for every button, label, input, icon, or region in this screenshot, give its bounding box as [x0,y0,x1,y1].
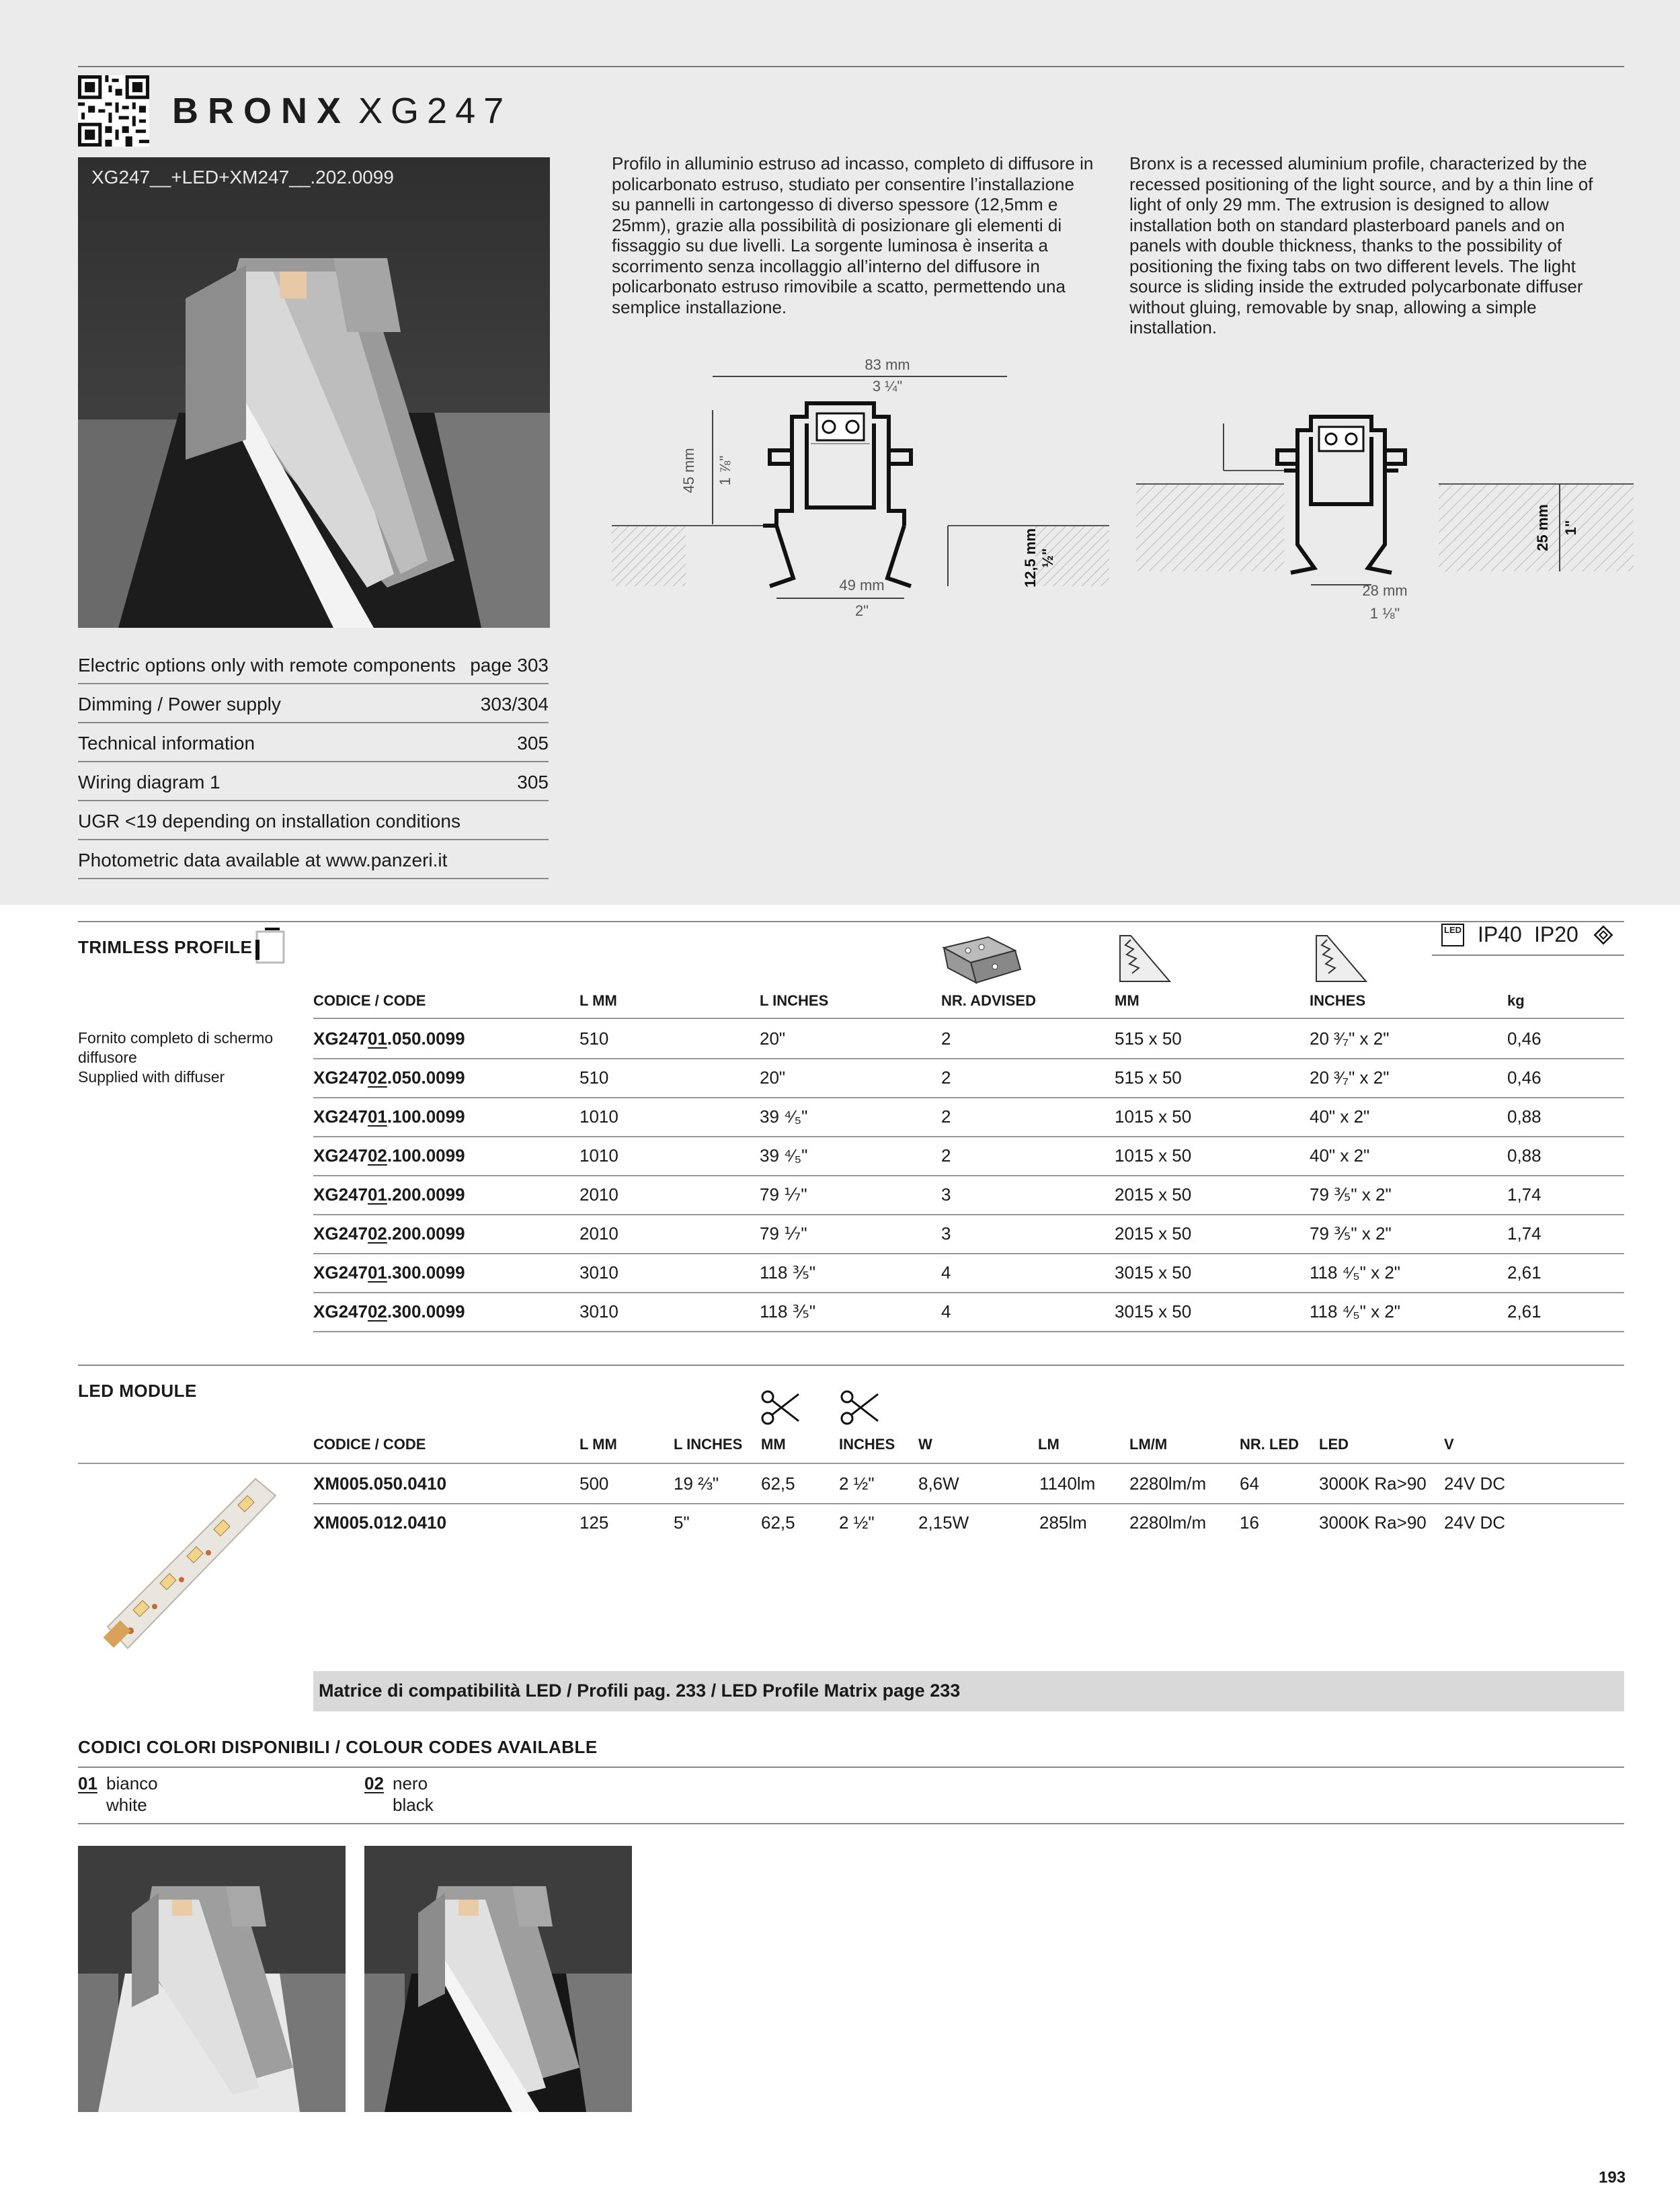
code-colour: 01 [367,1184,387,1205]
col-l-inches: L INCHES [760,992,829,1009]
col-code: CODICE / CODE [313,992,426,1009]
dim-panel-mm: 12,5 mm [1022,528,1039,588]
row-rule [313,1058,1624,1059]
cell-lm: 1140lm [1039,1473,1096,1494]
code-suffix: .200.0099 [387,1223,465,1244]
cutout-mm-icon [1111,933,1174,984]
dim-panel-in: ½" [1039,548,1056,568]
profile-section-title: TRIMLESS PROFILE [78,937,253,957]
led-col-lm: LM [1038,1436,1059,1453]
cell-mm: 1015 x 50 [1115,1145,1192,1166]
description-english: Bronx is a recessed aluminium profile, characterized by the recessed positioning of the light source, and by a thin line of light of only 29 mm. The extrusion is designed to allow installation both on standard plasterboard panels and on panels with double thickness, thanks to the possibility of positioning the fixing tabs on two different levels. The light source is sliding inside the extruded polycarbonate diffuser without gluing, removable by snap, allowing a simple installation. [1129,153,1593,337]
cell-kg: 0,46 [1507,1028,1542,1049]
cell-code: XM005.050.0410 [313,1473,447,1494]
diamond-safety-icon [1593,925,1613,945]
dim-width-mm: 83 mm [865,356,910,373]
code-prefix: XG247 [313,1262,368,1283]
led-col-led: LED [1319,1436,1349,1453]
code-suffix: .100.0099 [387,1145,465,1166]
cell-l-mm: 2010 [579,1223,618,1244]
code-colour: 02 [367,1145,387,1166]
cell-code [313,1106,465,1127]
info-label: Technical information [78,733,255,754]
white-finish-photo [78,1846,346,2112]
cutout-inches-icon [1307,933,1370,984]
cell-led: 3000K Ra>90 [1319,1473,1427,1494]
cell-mm: 3015 x 50 [1115,1301,1192,1322]
cell-nr-advised: 2 [941,1067,951,1088]
section-rule [78,1767,1624,1768]
led-col-l-mm: L MM [579,1436,617,1453]
product-title [172,90,512,132]
section-drawing-25mm [1129,397,1634,625]
cell-v: 24V DC [1444,1512,1506,1533]
led-badge-icon: LED [1441,924,1464,946]
scissors-inches-icon [839,1389,881,1426]
dim-base-in-2: 1 ⅛" [1369,605,1400,622]
cell-l-mm: 510 [579,1028,609,1049]
code-colour: 01 [367,1106,387,1127]
led-section-title: LED MODULE [78,1381,197,1401]
cell-mm: 1015 x 50 [1115,1106,1192,1127]
row-rule [313,1214,1624,1215]
cell-l-inches: 39 ⁴⁄₅" [760,1145,808,1166]
info-label: Electric options only with remote components [78,655,456,676]
cell-inches: 20 ³⁄₇" x 2" [1310,1067,1390,1088]
hero-render [78,157,550,628]
cell-code [313,1145,465,1166]
row-rule [78,1463,1624,1464]
cell-l-inches: 5" [674,1512,690,1533]
fixing-clip-icon [941,936,1025,984]
dim-panel-in-2: 1" [1562,520,1579,536]
cell-nr-advised: 2 [941,1028,951,1049]
cell-inches: 79 ⅗" x 2" [1310,1223,1392,1244]
row-rule [313,1018,1624,1019]
dim-base-mm: 49 mm [839,577,885,594]
cell-code [313,1067,465,1088]
colour-name-it: bianco [106,1773,158,1793]
col-nr-advised: NR. ADVISED [941,992,1036,1009]
dim-height-mm: 45 mm [680,448,697,493]
code-prefix: XG247 [313,1106,368,1127]
cell-kg: 0,88 [1507,1145,1542,1166]
col-l-mm: L MM [579,992,617,1009]
product-name: BRONX [172,91,351,131]
row-rule [313,1097,1624,1098]
led-col-v: V [1444,1436,1454,1453]
info-value: page 303 [470,655,549,676]
info-row [78,762,549,801]
colour-name-it: nero [393,1773,428,1793]
hero-caption: XG247__+LED+XM247__.202.0099 [91,167,394,188]
cell-mm: 62,5 [761,1512,795,1533]
code-prefix: XG247 [313,1067,368,1088]
led-col-l-inches: L INCHES [674,1436,743,1453]
cell-l-inches: 19 ⅔" [674,1473,719,1494]
section-rule [78,1823,1624,1824]
profile-note [78,1028,293,1087]
dim-base-in: 2" [854,602,869,619]
row-rule [313,1253,1624,1254]
cell-l-inches: 20" [760,1028,786,1049]
info-row [78,684,549,723]
cell-code [313,1301,465,1322]
cell-mm: 515 x 50 [1115,1067,1182,1088]
cell-l-inches: 20" [760,1067,786,1088]
colour-name-en: black [393,1795,434,1815]
code-colour: 02 [367,1223,387,1244]
row-rule [313,1175,1624,1176]
led-col-mm: MM [761,1436,786,1453]
info-value: 303/304 [480,694,549,715]
cell-l-inches: 39 ⁴⁄₅" [760,1106,808,1127]
cell-kg: 2,61 [1507,1301,1542,1322]
cell-inches: 20 ³⁄₇" x 2" [1310,1028,1390,1049]
cell-l-mm: 2010 [579,1184,618,1205]
code-suffix: .300.0099 [387,1301,465,1322]
info-label: UGR <19 depending on installation conditions [78,811,461,832]
code-prefix: XG247 [313,1184,368,1205]
info-value: 305 [517,733,549,754]
led-col-inches: INCHES [839,1436,895,1453]
top-rule [78,66,1624,67]
col-kg: kg [1507,992,1525,1009]
description-italian: Profilo in alluminio estruso ad incasso, completo di diffusore in policarbonato estruso, studiato per consentire l’installazione su pannelli in cartongesso di diverso spessore (12,5mm e 25mm), grazie alla possibilità di posizionare gli elementi di fissaggio su due livelli. La sorgente luminosa è inserita a scorrimento senza incollaggio all’interno del diffusore in policarbonato estruso rimovibile a scatto, permettendo una semplice installazione. [612,153,1094,317]
ip20-label: IP20 [1534,922,1578,946]
cell-code [313,1028,465,1049]
section-rule [78,921,1624,922]
cell-inches: 40" x 2" [1310,1106,1370,1127]
cell-nr-advised: 4 [941,1301,951,1322]
cell-l-mm: 1010 [579,1145,618,1166]
cell-inches: 79 ⅗" x 2" [1310,1184,1392,1205]
code-suffix: .300.0099 [387,1262,465,1283]
cell-l-inches: 118 ⅗" [760,1262,816,1283]
cell-kg: 0,88 [1507,1106,1542,1127]
trimless-icon [253,926,288,967]
cell-mm: 515 x 50 [1115,1028,1182,1049]
qr-code-icon [78,75,149,147]
ip40-label: IP40 [1478,922,1522,946]
compatibility-matrix-note: Matrice di compatibilità LED / Profili pag. 233 / LED Profile Matrix page 233 [313,1671,1624,1711]
colour-name-en: white [106,1795,147,1815]
section-rule [78,1365,1624,1366]
cell-led: 3000K Ra>90 [1319,1512,1427,1533]
colour-code: 02 [364,1773,384,1793]
cell-nr-led: 64 [1240,1473,1259,1494]
colour-code: 01 [78,1773,97,1793]
code-prefix: XG247 [313,1223,368,1244]
cell-mm: 62,5 [761,1473,795,1494]
colour-section-title: CODICI COLORI DISPONIBILI / COLOUR CODES AVAILABLE [78,1737,598,1757]
colour-item-02 [364,1773,434,1815]
code-suffix: .050.0099 [387,1067,465,1088]
cell-lmm: 2280lm/m [1129,1512,1207,1533]
cell-l-inches: 79 ⅐" [760,1223,807,1244]
cell-lmm: 2280lm/m [1129,1473,1207,1494]
hero-product-photo [78,157,550,628]
note-english: Supplied with diffuser [78,1068,225,1086]
cell-code [313,1223,465,1244]
cell-kg: 2,61 [1507,1262,1542,1283]
dim-height-in: 1 ⅞" [717,455,733,486]
row-rule [313,1136,1624,1137]
cell-l-mm: 1010 [579,1106,618,1127]
cell-w: 8,6W [918,1473,959,1494]
info-row [78,801,549,840]
cell-inches: 40" x 2" [1310,1145,1370,1166]
row-rule [313,1292,1624,1293]
cell-code: XM005.012.0410 [313,1512,447,1533]
cell-l-inches: 79 ⅐" [760,1184,807,1205]
cell-l-mm: 125 [579,1512,609,1533]
code-suffix: .050.0099 [387,1028,465,1049]
led-strip-photo [87,1472,289,1660]
cell-l-mm: 3010 [579,1262,618,1283]
cell-nr-advised: 3 [941,1223,951,1244]
row-rule [313,1503,1624,1504]
cell-l-mm: 3010 [579,1301,618,1322]
cell-l-mm: 500 [579,1473,609,1494]
cell-code [313,1184,465,1205]
cell-nr-led: 16 [1240,1512,1259,1533]
code-prefix: XG247 [313,1301,368,1322]
cell-mm: 2015 x 50 [1115,1223,1192,1244]
dim-panel-mm-2: 25 mm [1534,504,1551,551]
cell-mm: 2015 x 50 [1115,1184,1192,1205]
info-row [78,645,549,684]
colour-item-01 [78,1773,158,1815]
cell-kg: 0,46 [1507,1067,1542,1088]
row-rule [313,1331,1624,1332]
info-label: Wiring diagram 1 [78,772,221,793]
info-row [78,723,549,762]
note-italian: Fornito completo di schermo diffusore [78,1029,274,1066]
code-colour: 02 [367,1301,387,1322]
code-colour: 02 [367,1067,387,1088]
page-number: 193 [1599,2168,1626,2187]
col-mm: MM [1115,992,1139,1009]
code-prefix: XG247 [313,1145,368,1166]
cell-inches: 2 ½" [839,1512,875,1533]
code-suffix: .100.0099 [387,1106,465,1127]
cell-lm: 285lm [1039,1512,1087,1533]
section-drawing-12mm [605,350,1116,632]
code-suffix: .200.0099 [387,1184,465,1205]
cell-mm: 3015 x 50 [1115,1262,1192,1283]
cell-nr-advised: 4 [941,1262,951,1283]
cell-v: 24V DC [1444,1473,1506,1494]
black-finish-photo [364,1846,632,2112]
info-label: Photometric data available at www.panzeri.it [78,850,448,870]
led-col-lmm: LM/M [1129,1436,1168,1453]
cell-nr-advised: 2 [941,1145,951,1166]
info-label: Dimming / Power supply [78,694,281,715]
col-inches: INCHES [1310,992,1366,1009]
cell-w: 2,15W [918,1512,969,1533]
cell-l-mm: 510 [579,1067,609,1088]
cell-inches: 2 ½" [839,1473,875,1494]
code-prefix: XG247 [313,1028,368,1049]
cell-kg: 1,74 [1507,1184,1542,1205]
led-col-code: CODICE / CODE [313,1436,426,1453]
dim-base-mm-2: 28 mm [1362,582,1408,599]
scissors-mm-icon [760,1389,801,1426]
info-value: 305 [517,772,549,793]
ratings-box [1432,921,1624,956]
cell-inches: 118 ⁴⁄₅" x 2" [1310,1262,1401,1283]
cell-inches: 118 ⁴⁄₅" x 2" [1310,1301,1401,1322]
product-code: XG247 [358,91,512,131]
cell-nr-advised: 3 [941,1184,951,1205]
cell-l-inches: 118 ⅗" [760,1301,816,1322]
code-colour: 01 [367,1262,387,1283]
cell-code [313,1262,465,1283]
code-colour: 01 [367,1028,387,1049]
dim-width-in: 3 ¼" [872,378,903,395]
cell-nr-advised: 2 [941,1106,951,1127]
led-col-w: W [918,1436,932,1453]
cell-kg: 1,74 [1507,1223,1542,1244]
led-col-nr-led: NR. LED [1240,1436,1299,1453]
info-row [78,840,549,879]
